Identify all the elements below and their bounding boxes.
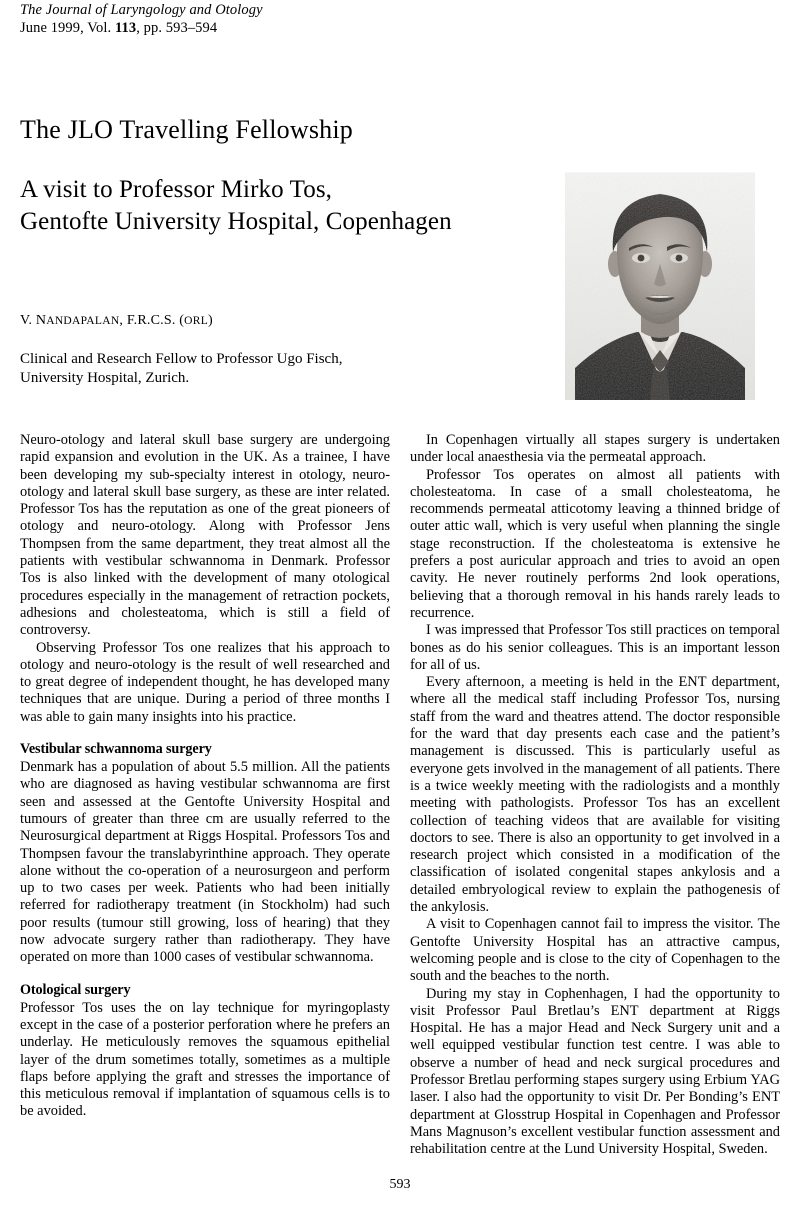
paragraph: Professor Tos uses the on lay technique for myringoplasty except in the case of a posterior perforation where he prefers an underlay. He meticulously removes the squamous epithelial layer of the drum sometimes totally, sometimes as a multiple flaps before applying the graft and stresses the importance of this meticulous removal if implantation of squamous cells is to be avoided. [20, 999, 390, 1120]
volume-number: 113 [114, 20, 137, 36]
body-column-right [410, 432, 780, 1158]
page-number: 593 [389, 1177, 411, 1192]
author-degrees-smallcaps: ORL [184, 315, 209, 327]
author-surname-smallcaps: ANDAPALAN [46, 315, 120, 327]
body-column-left [20, 432, 390, 1121]
author-initial-surname: V. N [20, 313, 47, 328]
issue-prefix: June 1999, Vol. [20, 20, 115, 36]
masthead [20, 2, 540, 37]
issue-line [20, 19, 540, 37]
article-title-line-2: Gentofte University Hospital, Copenhagen [20, 208, 452, 235]
affiliation-line-2: University Hospital, Zurich. [20, 370, 190, 386]
paragraph: I was impressed that Professor Tos still practices on temporal bones as do his senior colleagues. This is an important lesson for all of us. [410, 622, 780, 673]
paragraph: A visit to Copenhagen cannot fail to impress the visitor. The Gentofte University Hospital has an attractive campus, welcoming people and is close to the city of Copenhagen to the south and the beaches to the north. [410, 916, 780, 985]
author-portrait-photo [565, 172, 755, 400]
section-heading-otological-surgery: Otological surgery [20, 981, 131, 998]
issue-suffix: , pp. 593–594 [136, 20, 218, 36]
paragraph: In Copenhagen virtually all stapes surgery is undertaken under local anaesthesia via the permeatal approach. [410, 432, 780, 466]
author-affiliation [20, 350, 440, 388]
article-title [20, 174, 550, 238]
article-title-line-1: A visit to Professor Mirko Tos, [20, 176, 333, 203]
paragraph: Neuro-otology and lateral skull base surgery are undergoing rapid expansion and evolution in the UK. As a trainee, I have been developing my sub-specialty interest in otology, neuro-otology and lateral skull base surgery, as these are inter related. Professor Tos has the reputation as one of the great pioneers of otology and neuro-otology. Along with Professor Jens Thompsen from the same department, they treat almost all the patients with vestibular schwannoma in Denmark. Professor Tos is also linked with the development of many otological procedures especially in the management of retraction pockets, adhesions and cholesteatoma, which is still a field of controversy. [20, 432, 390, 639]
author-degrees-close: ) [208, 313, 213, 328]
author-degrees: , F.R.C.S. ( [119, 313, 185, 328]
series-title: The JLO Travelling Fellowship [20, 115, 353, 144]
paragraph: Denmark has a population of about 5.5 million. All the patients who are diagnosed as having vestibular schwannoma are first seen and assessed at the Gentofte University Hospital and tumours of greater than three cm are usually referred to the Neurosurgical department at Riggs Hospital. Professors Tos and Thompsen favour the translabyrinthine approach. They operate alone without the co-operation of a neurosurgeon and perform up to two cases per week. Patients who had been initially referred for radiotherapy treatment (in Stockholm) had such poor results (tumour still growing, loss of hearing) that they now advocate surgery rather than radiotherapy. They have operated on more than 1000 cases of vestibular schwannoma. [20, 759, 390, 966]
paragraph: During my stay in Cophenhagen, I had the opportunity to visit Professor Paul Bretlau’s ENT department at Riggs Hospital. He has a major Head and Neck Surgery unit and a well equipped vestibular function test centre. I was able to observe a number of head and neck surgical procedures and Professor Bretlau performing stapes surgery using Erbium YAG laser. I also had the opportunity to visit Dr. Per Bonding’s ENT department at Glosstrup Hospital in Copenhagen and Professor Mans Magnuson’s excellent vestibular function assessment and rehabilitation centre at the Lund University Hospital, Sweden. [410, 985, 780, 1158]
author-byline [20, 313, 213, 329]
section-heading-vestibular-schwannoma-surgery: Vestibular schwannoma surgery [20, 741, 212, 758]
affiliation-line-1: Clinical and Research Fellow to Professor Ugo Fisch, [20, 351, 343, 367]
paragraph: Observing Professor Tos one realizes that his approach to otology and neuro-otology is the result of well researched and to great degree of independent thought, he has developed many techniques that are unique. During a period of three months I was able to gain many insights into his practice. [20, 639, 390, 725]
paragraph: Professor Tos operates on almost all patients with cholesteatoma. In case of a small cholesteatoma, he recommends permeatal atticotomy leaving a thinned bridge of outer attic wall, which is very useful when planning the single stage reconstruction. If the cholesteatoma is extensive he prefers a post auricular approach and tries to avoid an open cavity. He never routinely performs 2nd look operations, believing that a thorough removal in his hands rarely leads to recurrence. [410, 466, 780, 621]
paragraph: Every afternoon, a meeting is held in the ENT department, where all the medical staff including Professor Tos, nursing staff from the ward and theatres attend. The doctor responsible for the ward that day presents each case and the patient’s management is discussed. This is particularly useful as everyone gets involved in the management of all patients. There is a twice weekly meeting with the radiologists and a monthly meeting with pathologists. Professor Tos has an excellent collection of teaching videos that are available for visiting doctors to see. There is also an opportunity to get involved in a research project which consisted in a modification of the classification of isolated congenital stapes ankylosis and a detailed embryological review to explain the pathogenesis of the ankylosis. [410, 674, 780, 916]
journal-name: The Journal of Laryngology and Otology [20, 2, 263, 18]
portrait-illustration [565, 172, 755, 400]
